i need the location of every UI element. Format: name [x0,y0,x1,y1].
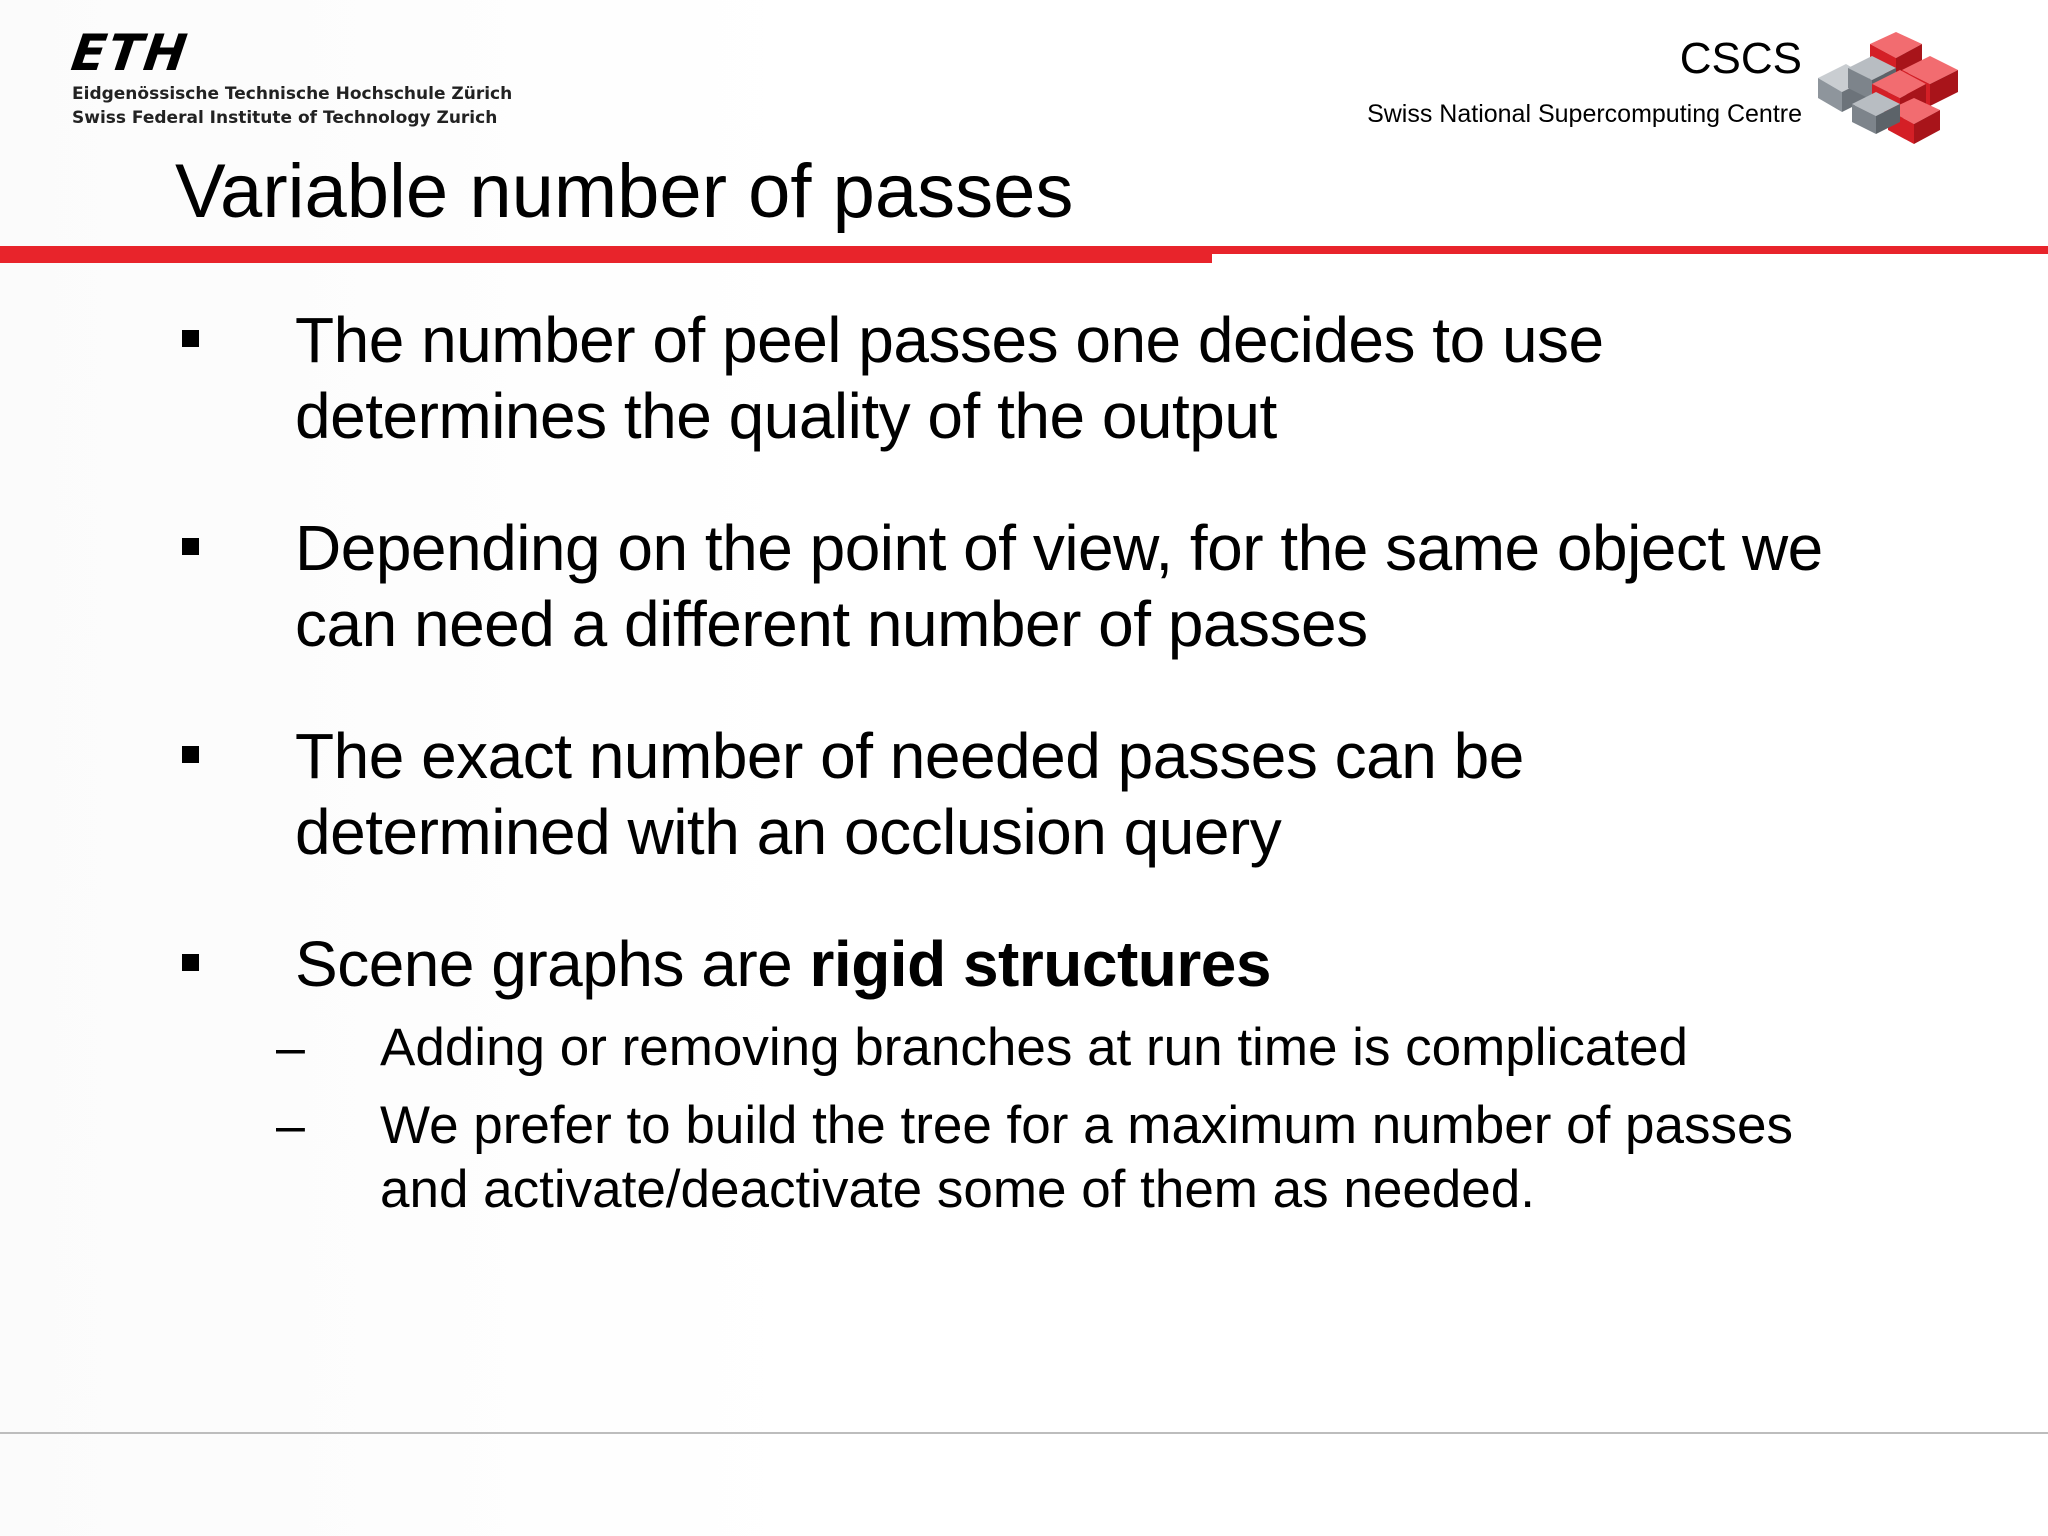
square-bullet-icon [182,954,199,971]
bullet-text: Depending on the point of view, for the same object we can need a different number of passes [295,512,1823,660]
square-bullet-icon [182,538,199,555]
slide-title: Variable number of passes [175,149,1074,234]
title-underline-thin [1212,246,2048,254]
cscs-cube-logo-icon [1808,30,1968,145]
footer-divider [0,1432,2048,1434]
title-underline-thick [0,246,1212,263]
cscs-header [1308,28,2008,148]
square-bullet-icon [182,330,199,347]
bullet-text [295,926,1855,1002]
bullet-text-regular: Scene graphs are [295,928,810,1000]
cscs-name: CSCS [1679,34,1802,83]
bullet-text: The number of peel passes one decides to use determines the quality of the output [295,304,1604,452]
eth-logo: ETH [67,24,193,82]
dash-marker: – [276,1097,305,1155]
eth-name-english: Swiss Federal Institute of Technology Zurich [72,108,498,128]
eth-header [67,24,513,138]
sub-bullet-text: Adding or removing branches at run time is complicated [380,1018,1688,1077]
cscs-subtitle: Swiss National Supercomputing Centre [1367,100,1802,128]
eth-name-german: Eidgenössische Technische Hochschule Zürich [72,84,513,104]
bullet-text-bold: rigid structures [809,928,1271,1000]
bullet-text: The exact number of needed passes can be determined with an occlusion query [295,720,1524,868]
dash-marker: – [276,1019,305,1077]
square-bullet-icon [182,746,199,763]
sub-bullet-text: We prefer to build the tree for a maximum number of passes and activate/deactivate some of them as needed. [380,1096,1793,1219]
